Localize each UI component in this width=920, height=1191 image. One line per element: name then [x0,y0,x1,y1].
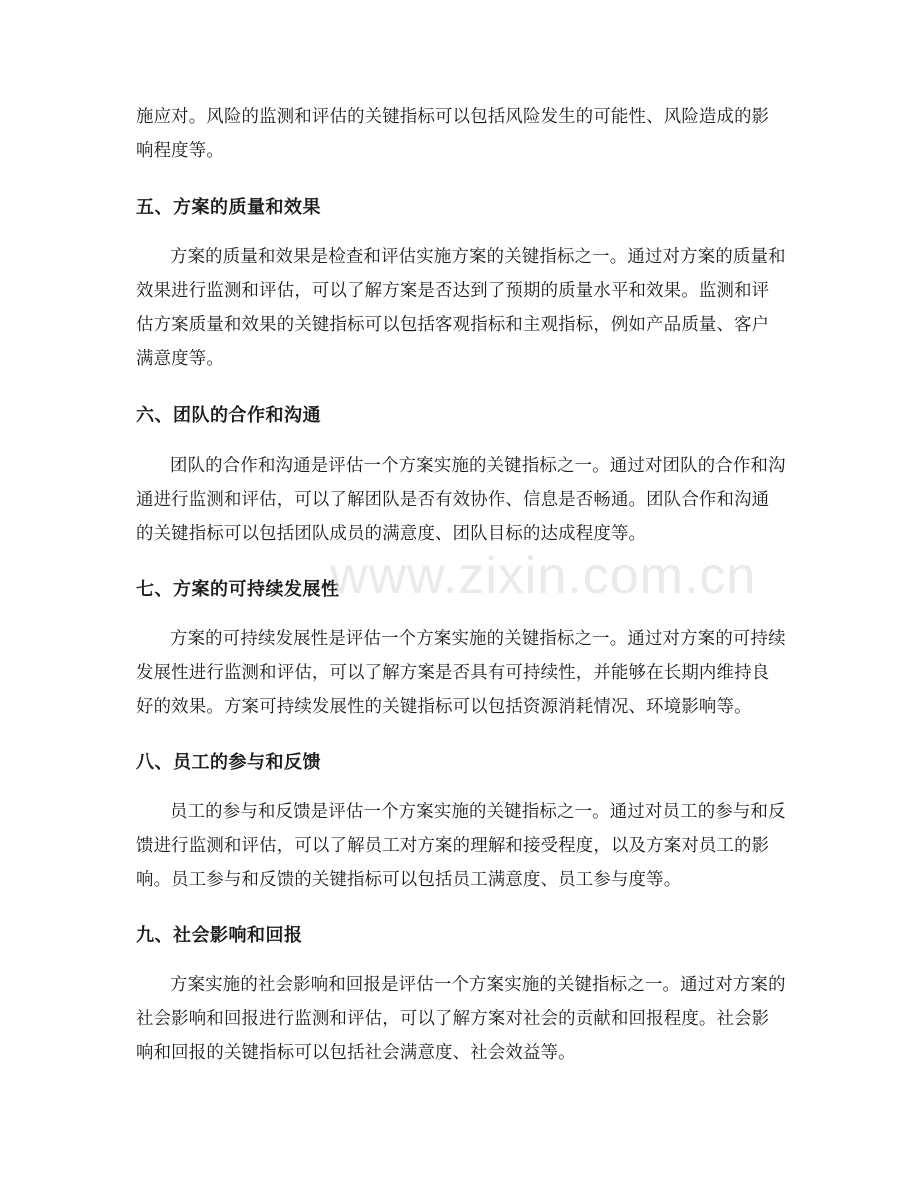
section-body-8: 员工的参与和反馈是评估一个方案实施的关键指标之一。通过对员工的参与和反馈进行监测和评估，可以了解员工对方案的理解和接受程度，以及方案对员工的影响。员工参与和反馈的关键指标可以包括员工满意度、员工参与度等。 [136,802,786,890]
section-body-7: 方案的可持续发展性是评估一个方案实施的关键指标之一。通过对方案的可持续发展性进行监测和评估，可以了解方案是否具有可持续性，并能够在长期内维持良好的效果。方案可持续发展性的关键指标可以包括资源消耗情况、环境影响等。 [136,629,786,717]
section-heading-6: 六、团队的合作和沟通 [136,405,321,426]
watermark: www.zixin.com.cn [330,547,757,605]
section-heading-9: 九、社会影响和回报 [136,925,303,946]
section-body-6: 团队的合作和沟通是评估一个方案实施的关键指标之一。通过对团队的合作和沟通进行监测和评估，可以了解团队是否有效协作、信息是否畅通。团队合作和沟通的关键指标可以包括团队成员的满意度、团队目标的达成程度等。 [136,456,786,544]
section-heading-8: 八、员工的参与和反馈 [136,752,321,773]
intro-paragraph: 施应对。风险的监测和评估的关键指标可以包括风险发生的可能性、风险造成的影响程度等。 [136,107,770,161]
section-heading-7: 七、方案的可持续发展性 [136,579,340,600]
section-body-5: 方案的质量和效果是检查和评估实施方案的关键指标之一。通过对方案的质量和效果进行监测和评估，可以了解方案是否达到了预期的质量水平和效果。监测和评估方案质量和效果的关键指标可以包括客观指标和主观指标，例如产品质量、客户满意度等。 [136,247,786,369]
section-heading-5: 五、方案的质量和效果 [136,197,321,218]
section-body-9: 方案实施的社会影响和回报是评估一个方案实施的关键指标之一。通过对方案的社会影响和回报进行监测和评估，可以了解方案对社会的贡献和回报程度。社会影响和回报的关键指标可以包括社会满意度、社会效益等。 [136,975,786,1063]
